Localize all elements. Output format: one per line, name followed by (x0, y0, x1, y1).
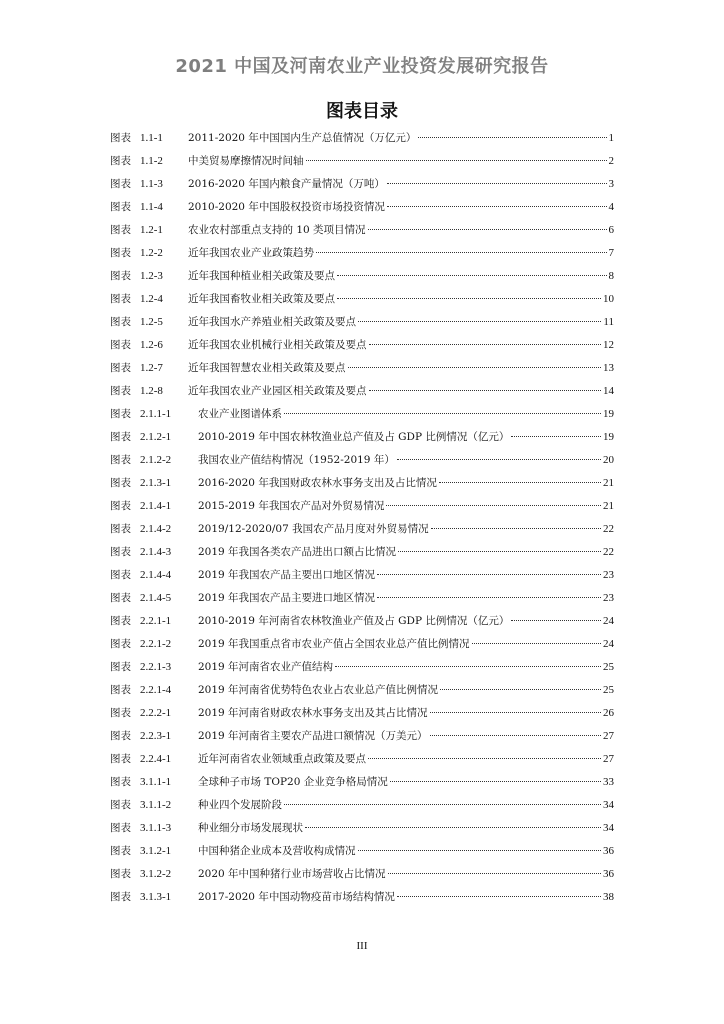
toc-entry-prefix: 图表 (110, 247, 131, 259)
toc-entry-page: 38 (603, 891, 614, 903)
toc-dot-leader (284, 804, 601, 805)
toc-entry-title: 近年我国农业机械行业相关政策及要点 (188, 339, 367, 351)
toc-dot-leader (472, 643, 601, 644)
toc-entry-number: 1.2-1 (140, 224, 163, 236)
toc-entry-number: 2.2.1-1 (140, 615, 172, 627)
toc-dot-leader (439, 482, 601, 483)
toc-entry-number: 2.1.1-1 (140, 408, 172, 420)
toc-entry-number: 2.2.1-4 (140, 684, 172, 696)
toc-entry-title: 2019/12-2020/07 我国农产品月度对外贸易情况 (198, 523, 429, 535)
toc-dot-leader (348, 367, 602, 368)
toc-entry-title: 2016-2020 年我国财政农林水事务支出及占比情况 (198, 477, 437, 489)
toc-entry-page: 21 (603, 477, 614, 489)
toc-entry-prefix: 图表 (110, 293, 131, 305)
toc-dot-leader (369, 344, 602, 345)
toc-entry-title: 种业细分市场发展现状 (198, 822, 303, 834)
toc-entry-page: 24 (603, 638, 614, 650)
toc-entry-number: 3.1.2-1 (140, 845, 172, 857)
toc-dot-leader (316, 252, 607, 253)
toc-entry-number: 2.2.3-1 (140, 730, 172, 742)
toc-dot-leader (430, 712, 601, 713)
toc-dot-leader (387, 206, 607, 207)
toc-entry[interactable] (110, 288, 614, 311)
toc-entry-page: 22 (603, 523, 614, 535)
toc-entry-page: 24 (603, 615, 614, 627)
toc-dot-leader (377, 597, 601, 598)
toc-entry[interactable] (110, 150, 614, 173)
toc-entry-page: 6 (608, 224, 614, 236)
toc-entry[interactable] (110, 656, 614, 679)
toc-entry-page: 22 (603, 546, 614, 558)
toc-entry-prefix: 图表 (110, 523, 131, 535)
toc-entry-title: 中美贸易摩擦情况时间轴 (188, 155, 304, 167)
toc-entry-prefix: 图表 (110, 776, 131, 788)
toc-entry[interactable] (110, 334, 614, 357)
page-title: 图表目录 (326, 101, 398, 122)
toc-entry[interactable] (110, 610, 614, 633)
toc-entry-prefix: 图表 (110, 454, 131, 466)
toc-dot-leader (386, 505, 601, 506)
toc-dot-leader (337, 275, 607, 276)
toc-entry-number: 3.1.1-3 (140, 822, 172, 834)
toc-entry-title: 近年我国智慧农业相关政策及要点 (188, 362, 346, 374)
toc-entry-number: 1.2-5 (140, 316, 163, 328)
toc-dot-leader (511, 436, 601, 437)
toc-entry-page: 4 (608, 201, 614, 213)
toc-entry-page: 34 (603, 799, 614, 811)
toc-entry[interactable] (110, 311, 614, 334)
toc-entry-page: 3 (608, 178, 614, 190)
toc-entry[interactable] (110, 403, 614, 426)
toc-dot-leader (369, 390, 602, 391)
toc-entry[interactable] (110, 127, 614, 150)
toc-entry-page: 8 (608, 270, 614, 282)
toc-entry-number: 2.1.4-4 (140, 569, 172, 581)
toc-entry-title: 2010-2020 年中国股权投资市场投资情况 (188, 201, 385, 213)
toc-entry-page: 2 (608, 155, 614, 167)
toc-entry-title: 2019 年河南省农业产值结构 (198, 661, 334, 673)
toc-entry-page: 13 (603, 362, 614, 374)
toc-entry-number: 2.1.4-3 (140, 546, 172, 558)
toc-entry-prefix: 图表 (110, 431, 131, 443)
toc-entry-page: 19 (603, 431, 614, 443)
toc-entry-title: 2019 年河南省优势特色农业占农业总产值比例情况 (198, 684, 439, 696)
toc-entry[interactable] (110, 886, 614, 909)
toc-entry-prefix: 图表 (110, 132, 131, 144)
toc-entry-number: 1.1-4 (140, 201, 163, 213)
toc-entry-title: 2010-2019 年河南省农林牧渔业产值及占 GDP 比例情况（亿元） (198, 615, 510, 627)
toc-entry[interactable] (110, 495, 614, 518)
toc-entry-title: 2017-2020 年中国动物疫苗市场结构情况 (198, 891, 395, 903)
toc-entry-prefix: 图表 (110, 569, 131, 581)
toc-entry-prefix: 图表 (110, 316, 131, 328)
toc-entry-page: 19 (603, 408, 614, 420)
toc-entry-number: 2.1.2-1 (140, 431, 172, 443)
toc-entry-prefix: 图表 (110, 362, 131, 374)
toc-entry-title: 2020 年中国种猪行业市场营收占比情况 (198, 868, 386, 880)
toc-dot-leader (358, 850, 602, 851)
toc-entry-title: 2019 年河南省主要农产品进口额情况（万美元） (198, 730, 428, 742)
toc-entry[interactable] (110, 518, 614, 541)
toc-entry-prefix: 图表 (110, 270, 131, 282)
toc-entry-title: 近年我国农业产业园区相关政策及要点 (188, 385, 367, 397)
toc-entry-page: 34 (603, 822, 614, 834)
toc-entry-number: 2.2.2-1 (140, 707, 172, 719)
toc-dot-leader (430, 735, 601, 736)
toc-entry-title: 全球种子市场 TOP20 企业竞争格局情况 (198, 776, 388, 788)
toc-entry-prefix: 图表 (110, 224, 131, 236)
toc-entry-title: 我国农业产值结构情况（1952-2019 年） (198, 454, 395, 466)
toc-dot-leader (440, 689, 601, 690)
toc-entry-number: 3.1.3-1 (140, 891, 172, 903)
toc-entry[interactable] (110, 242, 614, 265)
toc-dot-leader (368, 758, 601, 759)
toc-entry-number: 1.2-3 (140, 270, 163, 282)
toc-entry-page: 23 (603, 592, 614, 604)
toc-entry-page: 33 (603, 776, 614, 788)
toc-entry-title: 2019 年我国重点省市农业产值占全国农业总产值比例情况 (198, 638, 470, 650)
toc-entry[interactable] (110, 564, 614, 587)
toc-entry-page: 10 (603, 293, 614, 305)
toc-entry-title: 2019 年我国各类农产品进出口额占比情况 (198, 546, 397, 558)
toc-entry-page: 25 (603, 684, 614, 696)
toc-entry-number: 1.1-1 (140, 132, 163, 144)
toc-entry-page: 36 (603, 868, 614, 880)
toc-entry-title: 近年我国种植业相关政策及要点 (188, 270, 335, 282)
toc-entry-prefix: 图表 (110, 753, 131, 765)
toc-entry-prefix: 图表 (110, 408, 131, 420)
page-number: III (356, 940, 368, 952)
toc-entry[interactable] (110, 863, 614, 886)
toc-entry-prefix: 图表 (110, 339, 131, 351)
toc-entry-prefix: 图表 (110, 730, 131, 742)
toc-entry-title: 近年河南省农业领域重点政策及要点 (198, 753, 366, 765)
toc-dot-leader (511, 620, 601, 621)
toc-entry-title: 近年我国农业产业政策趋势 (188, 247, 314, 259)
toc-entry-title: 近年我国水产养殖业相关政策及要点 (188, 316, 356, 328)
toc-entry[interactable] (110, 748, 614, 771)
toc-entry-page: 21 (603, 500, 614, 512)
toc-entry[interactable] (110, 196, 614, 219)
toc-entry-title: 农业产业图谱体系 (198, 408, 282, 420)
toc-entry-page: 26 (603, 707, 614, 719)
toc-entry[interactable] (110, 173, 614, 196)
toc-entry-prefix: 图表 (110, 615, 131, 627)
toc-entry-prefix: 图表 (110, 477, 131, 489)
toc-entry-prefix: 图表 (110, 868, 131, 880)
toc-entry-title: 2019 年我国农产品主要进口地区情况 (198, 592, 376, 604)
toc-entry-prefix: 图表 (110, 178, 131, 190)
toc-dot-leader (388, 873, 601, 874)
toc-dot-leader (418, 137, 606, 138)
toc-entry-title: 2010-2019 年中国农林牧渔业总产值及占 GDP 比例情况（亿元） (198, 431, 510, 443)
toc-entry-page: 36 (603, 845, 614, 857)
toc-entry-number: 1.2-4 (140, 293, 163, 305)
toc-entry-number: 2.1.4-1 (140, 500, 172, 512)
toc-entry[interactable] (110, 541, 614, 564)
toc-entry-page: 14 (603, 385, 614, 397)
toc-entry-title: 近年我国畜牧业相关政策及要点 (188, 293, 335, 305)
toc-entry-number: 3.1.1-1 (140, 776, 172, 788)
toc-entry-number: 3.1.2-2 (140, 868, 172, 880)
toc-entry-prefix: 图表 (110, 201, 131, 213)
toc-entry-page: 7 (608, 247, 614, 259)
toc-entry-page: 12 (603, 339, 614, 351)
toc-entry-title: 2019 年河南省财政农林水事务支出及其占比情况 (198, 707, 428, 719)
toc-entry-page: 23 (603, 569, 614, 581)
toc-entry[interactable] (110, 426, 614, 449)
toc-entry[interactable] (110, 702, 614, 725)
toc-dot-leader (306, 160, 607, 161)
toc-dot-leader (368, 229, 607, 230)
toc-dot-leader (387, 183, 607, 184)
toc-dot-leader (390, 781, 601, 782)
toc-dot-leader (305, 827, 601, 828)
toc-dot-leader (377, 574, 601, 575)
toc-entry-title: 2016-2020 年国内粮食产量情况（万吨） (188, 178, 385, 190)
toc-entry-page: 27 (603, 753, 614, 765)
toc-entry-prefix: 图表 (110, 891, 131, 903)
toc-entry[interactable] (110, 380, 614, 403)
toc-entry-page: 25 (603, 661, 614, 673)
figure-toc-list (110, 127, 614, 909)
toc-entry[interactable] (110, 357, 614, 380)
toc-entry[interactable] (110, 449, 614, 472)
toc-entry-title: 种业四个发展阶段 (198, 799, 282, 811)
toc-entry-prefix: 图表 (110, 707, 131, 719)
toc-entry-title: 中国种猪企业成本及营收构成情况 (198, 845, 356, 857)
report-header: 2021 中国及河南农业产业投资发展研究报告 (175, 56, 549, 77)
toc-entry-prefix: 图表 (110, 155, 131, 167)
toc-entry[interactable] (110, 679, 614, 702)
toc-dot-leader (397, 459, 601, 460)
toc-entry[interactable] (110, 794, 614, 817)
toc-entry[interactable] (110, 771, 614, 794)
toc-entry-number: 2.2.4-1 (140, 753, 172, 765)
toc-entry-number: 2.1.4-2 (140, 523, 172, 535)
toc-entry-number: 1.2-6 (140, 339, 163, 351)
toc-entry-number: 2.1.4-5 (140, 592, 172, 604)
toc-entry-page: 1 (608, 132, 614, 144)
toc-entry-prefix: 图表 (110, 385, 131, 397)
toc-dot-leader (398, 551, 601, 552)
toc-entry-title: 2011-2020 年中国国内生产总值情况（万亿元） (188, 132, 417, 144)
toc-entry-prefix: 图表 (110, 592, 131, 604)
toc-dot-leader (358, 321, 601, 322)
toc-entry-number: 1.2-7 (140, 362, 163, 374)
toc-dot-leader (431, 528, 601, 529)
toc-entry-title: 2015-2019 年我国农产品对外贸易情况 (198, 500, 385, 512)
toc-entry-page: 20 (603, 454, 614, 466)
toc-entry-page: 11 (603, 316, 614, 328)
toc-entry[interactable] (110, 219, 614, 242)
toc-entry-number: 3.1.1-2 (140, 799, 172, 811)
toc-entry-title: 农业农村部重点支持的 10 类项目情况 (188, 224, 366, 236)
toc-entry[interactable] (110, 472, 614, 495)
toc-entry-number: 2.1.2-2 (140, 454, 172, 466)
toc-entry[interactable] (110, 587, 614, 610)
toc-dot-leader (335, 666, 601, 667)
toc-dot-leader (284, 413, 601, 414)
toc-entry-prefix: 图表 (110, 661, 131, 673)
toc-entry-title: 2019 年我国农产品主要出口地区情况 (198, 569, 376, 581)
toc-entry[interactable] (110, 817, 614, 840)
toc-entry-prefix: 图表 (110, 822, 131, 834)
toc-entry-prefix: 图表 (110, 845, 131, 857)
toc-entry-prefix: 图表 (110, 500, 131, 512)
toc-entry[interactable] (110, 633, 614, 656)
toc-dot-leader (337, 298, 601, 299)
toc-entry-prefix: 图表 (110, 799, 131, 811)
toc-entry-prefix: 图表 (110, 546, 131, 558)
toc-entry-number: 2.1.3-1 (140, 477, 172, 489)
toc-entry[interactable] (110, 725, 614, 748)
toc-entry[interactable] (110, 265, 614, 288)
toc-entry-number: 2.2.1-3 (140, 661, 172, 673)
toc-entry-number: 1.1-2 (140, 155, 163, 167)
toc-entry-prefix: 图表 (110, 684, 131, 696)
toc-entry-number: 2.2.1-2 (140, 638, 172, 650)
toc-entry-number: 1.2-2 (140, 247, 163, 259)
toc-dot-leader (397, 896, 601, 897)
toc-entry-number: 1.2-8 (140, 385, 163, 397)
toc-entry-prefix: 图表 (110, 638, 131, 650)
toc-entry-number: 1.1-3 (140, 178, 163, 190)
toc-entry-page: 27 (603, 730, 614, 742)
toc-entry[interactable] (110, 840, 614, 863)
